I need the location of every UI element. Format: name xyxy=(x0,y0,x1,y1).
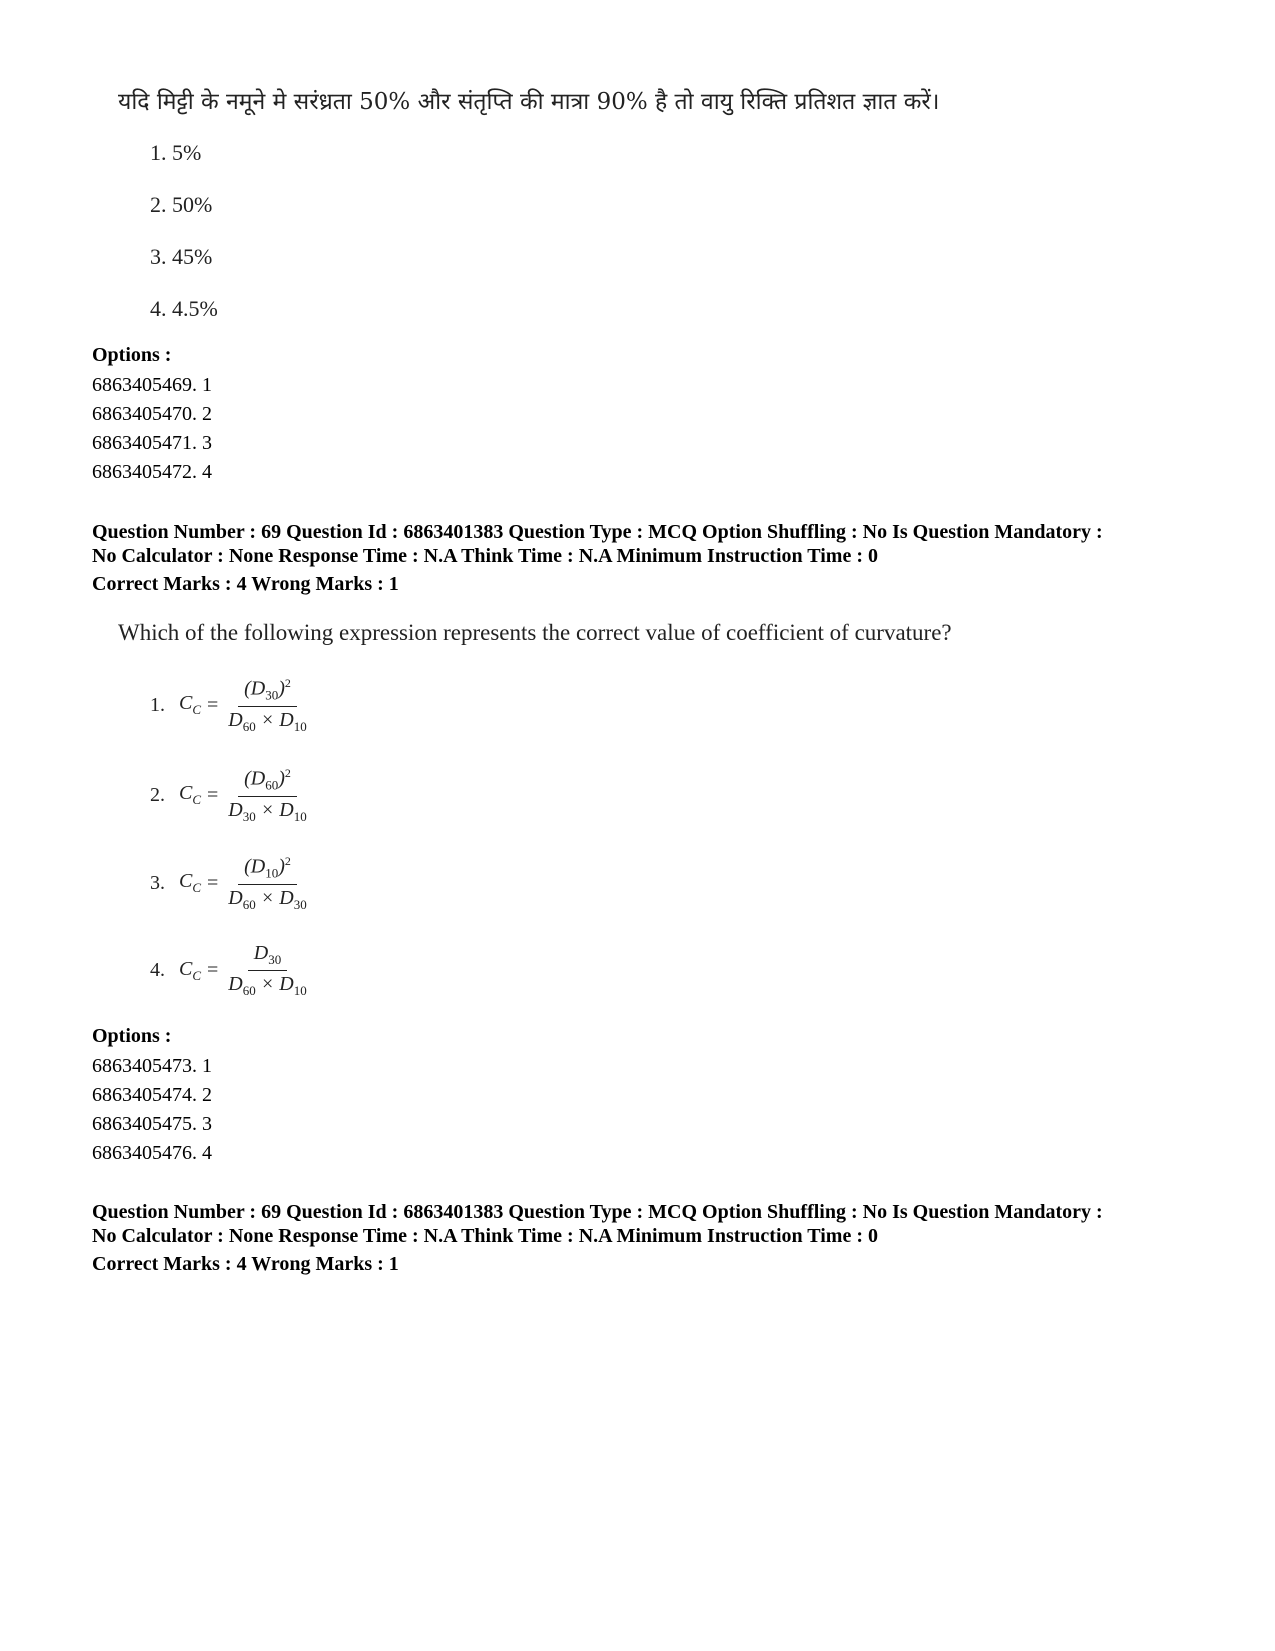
meta-line-2: No Calculator : None Response Time : N.A Think Time : N.A Minimum Instruction Time : 0 xyxy=(92,545,878,567)
meta-line-2: No Calculator : None Response Time : N.A Think Time : N.A Minimum Instruction Time : 0 xyxy=(92,1225,878,1247)
choice-3: 3. 45% xyxy=(150,244,213,269)
option-id: 6863405476. 4 xyxy=(92,1142,212,1164)
option-id: 6863405471. 3 xyxy=(92,432,212,454)
formula-2: 2. $C_C$ = $\frac{(D_{60})^2}{D_{30} \times D_{10}}$ xyxy=(150,766,307,824)
options-block xyxy=(92,1025,212,1168)
formula-1: 1. $C_C$ = $\frac{(D_{30})^2}{D_{60} \times D_{10}}$ xyxy=(150,676,307,734)
choice-2: 2. 50% xyxy=(150,192,213,217)
meta-line-1: Question Number : 69 Question Id : 6863401383 Question Type : MCQ Option Shuffling : No Is Question Mandatory : xyxy=(92,521,1103,543)
question-meta xyxy=(92,1200,1103,1276)
option-id: 6863405472. 4 xyxy=(92,461,212,483)
formula-4: 4. $C_C$ = $\frac{D_{30}}{D_{60} \times D_{10}}$ xyxy=(150,942,307,998)
marks-line: Correct Marks : 4 Wrong Marks : 1 xyxy=(92,1253,399,1275)
option-id: 6863405470. 2 xyxy=(92,403,212,425)
choice-1: 1. 5% xyxy=(150,140,202,165)
options-label: Options : xyxy=(92,1025,172,1047)
question-text-hindi: यदि मिट्टी के नमूने मे सरंध्रता 50% और संतृप्ति की मात्रा 90% है तो वायु रिक्ति प्रतिशत ज्ञात करें। xyxy=(118,89,940,115)
question-meta xyxy=(92,520,1103,596)
meta-line-1: Question Number : 69 Question Id : 6863401383 Question Type : MCQ Option Shuffling : No Is Question Mandatory : xyxy=(92,1201,1103,1223)
options-block xyxy=(92,344,212,487)
formula-3: 3. $C_C$ = $\frac{(D_{10})^2}{D_{60} \times D_{30}}$ xyxy=(150,854,307,912)
option-id: 6863405474. 2 xyxy=(92,1084,212,1106)
choice-4: 4. 4.5% xyxy=(150,296,218,321)
option-id: 6863405475. 3 xyxy=(92,1113,212,1135)
option-id: 6863405469. 1 xyxy=(92,374,212,396)
option-id: 6863405473. 1 xyxy=(92,1055,212,1077)
question-text: Which of the following expression represents the correct value of coefficient of curvature? xyxy=(118,620,952,645)
marks-line: Correct Marks : 4 Wrong Marks : 1 xyxy=(92,573,399,595)
options-label: Options : xyxy=(92,344,172,366)
